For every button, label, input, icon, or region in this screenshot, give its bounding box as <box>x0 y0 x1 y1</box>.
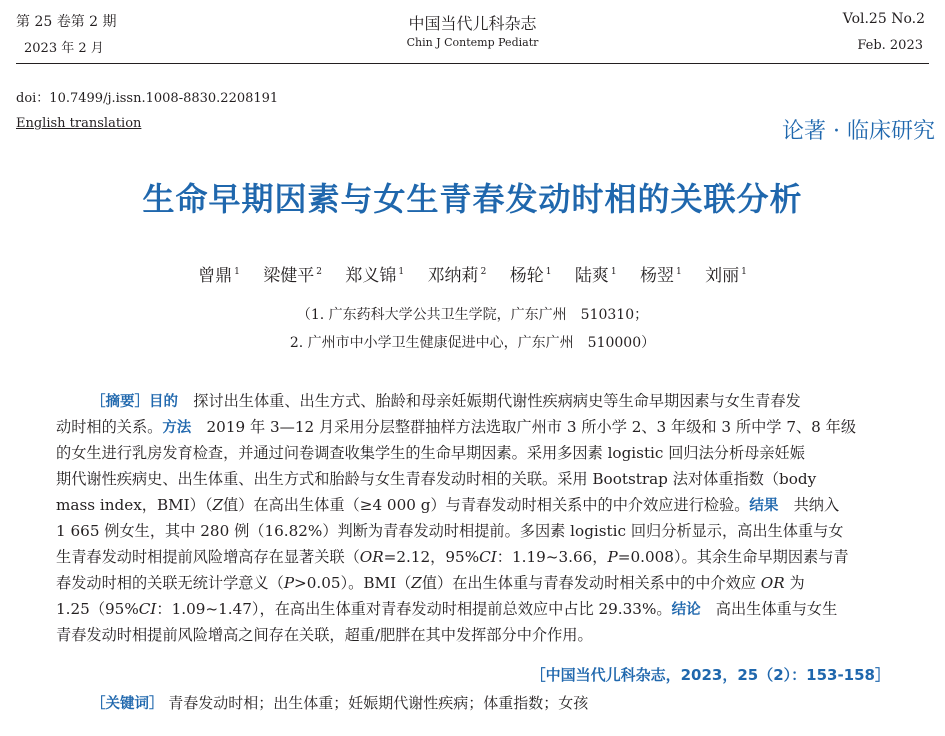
author: 杨翌 $^1$ <box>639 266 682 286</box>
methods-label: 方法 <box>162 420 192 436</box>
abstract-line: 生青春发动时相提前风险增高存在显著关联（OR=2.12，95%CI：1.19~3.66，P=0.008）。其余生命早期因素与青 <box>56 548 849 566</box>
header-divider <box>16 63 929 64</box>
header-journal-en: Chin J Contemp Pediatr <box>406 36 539 49</box>
author: 杨轮 $^1$ <box>509 266 552 286</box>
header-journal-cn: 中国当代儿科杂志 <box>408 14 537 33</box>
author: 曾鼎 $^1$ <box>198 266 240 286</box>
section-label: 论著 · 临床研究 <box>782 119 935 144</box>
affiliation-1: （1. 广东药科大学公共卫生学院，广东广州 510310； <box>296 307 649 323</box>
citation: ［中国当代儿科杂志，2023，25（2）：153-158］ <box>530 666 890 684</box>
article-title: 生命早期因素与女生青春发动时相的关联分析 <box>142 180 803 218</box>
author: 梁健平 $^2$ <box>263 266 323 286</box>
abstract-line: 动时相的关系。方法 2019 年 3—12 月采用分层整群抽样方法选取广州市 3 所小学 2、3 年级和 3 所中学 7、8 年级 <box>56 418 857 436</box>
abstract-line: 春发动时相的关联无统计学意义（P>0.05）。BMI（Z值）在出生体重与青春发动时相关系中的中介效应 OR 为 <box>56 574 805 592</box>
abstract <box>56 388 896 648</box>
keywords-text: 青春发动时相；出生体重；妊娠期代谢性疾病；体重指数；女孩 <box>168 694 589 712</box>
doi-text: doi：10.7499/j.issn.1008-8830.2208191 <box>16 91 279 106</box>
keywords-label: ［关键词］ <box>91 696 164 712</box>
abstract-line: ［摘要］目的 探讨出生体重、出生方式、胎龄和母亲妊娠期代谢性疾病病史等生命早期因素与女生青春发 <box>91 392 801 410</box>
abstract-line: 1.25（95%CI：1.09~1.47），在高出生体重对青春发动时相提前总效应中占比 29.33%。结论 高出生体重与女生 <box>56 600 838 618</box>
abstract-line: 1 665 例女生，其中 280 例（16.82%）判断为青春发动时相提前。多因素 logistic 回归分析显示，高出生体重与女 <box>56 522 844 540</box>
abstract-line: 期代谢性疾病史、出生体重、出生方式和胎龄与女生青春发动时相的关联。采用 Bootstrap 法对体重指数（body <box>56 470 817 488</box>
author-list <box>0 261 945 286</box>
author: 郑义锦 $^1$ <box>345 266 405 286</box>
english-translation-link[interactable]: English translation <box>16 116 142 131</box>
keywords <box>91 692 588 713</box>
objective-label: 目的 <box>149 394 178 410</box>
abstract-label: ［摘要］ <box>91 394 149 410</box>
author: 陆爽 $^1$ <box>574 266 617 286</box>
abstract-line: mass index，BMI）（Z值）在高出生体重（≥4 000 g）与青春发动时相关系中的中介效应进行检验。结果 共纳入 <box>56 496 840 514</box>
abstract-line: 青春发动时相提前风险增高之间存在关联，超重/肥胖在其中发挥部分中介作用。 <box>56 626 593 644</box>
results-label: 结果 <box>749 498 779 514</box>
affiliation-2: 2. 广州市中小学卫生健康促进中心，广东广州 510000） <box>289 335 656 351</box>
abstract-line: 的女生进行乳房发育检查，并通过问卷调查收集学生的生命早期因素。采用多因素 logistic 回归法分析母亲妊娠 <box>56 444 805 462</box>
header-volume-cn: 第 25 卷第 2 期 <box>16 14 117 30</box>
conclusions-label: 结论 <box>671 602 701 618</box>
author: 邓纳莉 $^2$ <box>427 266 487 286</box>
header-volume-en: Vol.25 No.2 <box>842 11 925 27</box>
header-date-cn: 2023 年 2 月 <box>24 41 104 56</box>
header-date-en: Feb. 2023 <box>857 38 923 53</box>
author: 刘丽 $^1$ <box>705 266 747 286</box>
